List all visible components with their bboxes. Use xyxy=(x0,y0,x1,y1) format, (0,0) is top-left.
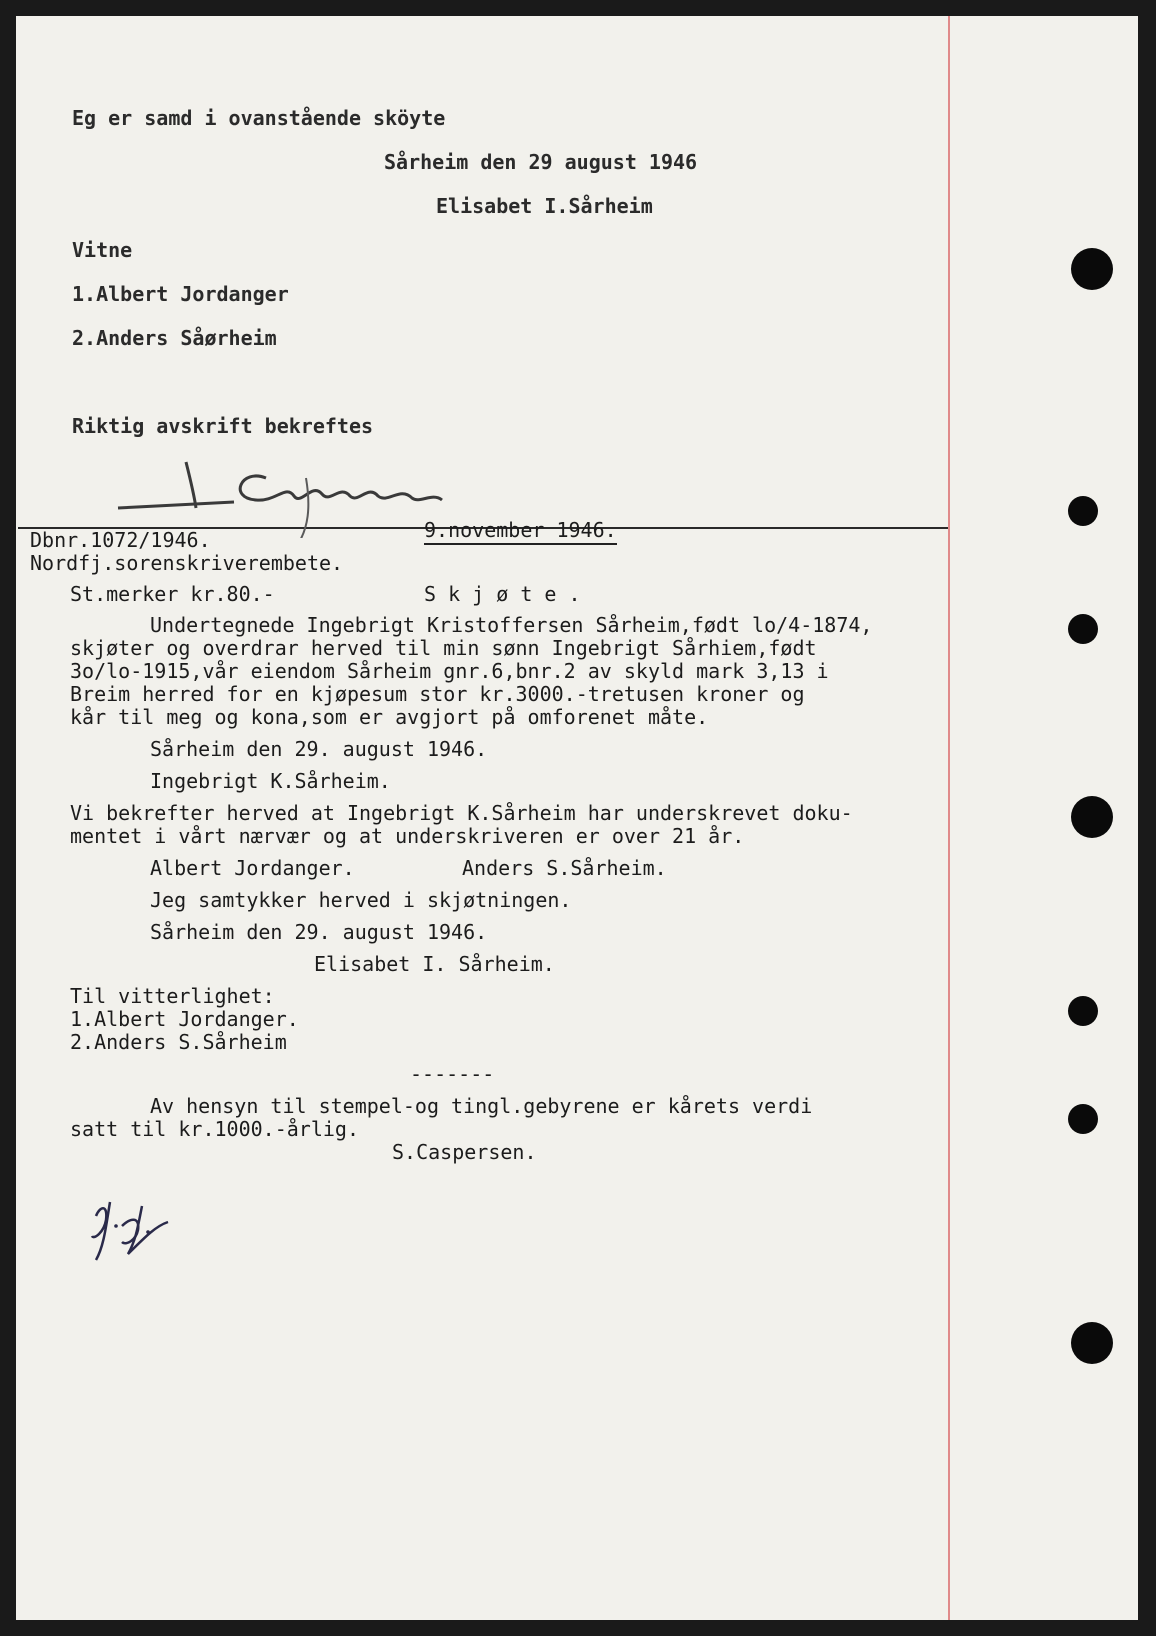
deed-line-1: Undertegnede Ingebrigt Kristoffersen Sårheim,født lo/4-1874, xyxy=(150,613,873,637)
punch-hole-1 xyxy=(1071,248,1113,290)
place-date-line: Sårheim den 29 august 1946 xyxy=(384,150,698,174)
handwritten-signature xyxy=(116,448,456,538)
deed-signer-2: Elisabet I. Sårheim. xyxy=(314,952,555,976)
deed-line-4: Breim herred for en kjøpesum stor kr.3000.-tretusen kroner og xyxy=(70,682,805,706)
consent-line: Eg er samd i ovanstående sköyte xyxy=(72,106,446,130)
handwritten-initials xyxy=(86,1196,176,1266)
punch-hole-3 xyxy=(1068,614,1098,644)
punch-hole-2 xyxy=(1068,496,1098,526)
value-line-2: satt til kr.1000.-årlig. xyxy=(70,1117,359,1141)
punch-hole-4 xyxy=(1071,796,1113,838)
attest-2: 2.Anders S.Sårheim xyxy=(70,1030,287,1054)
deed-line-2: skjøter og overdrar herved til min sønn Ingebrigt Sårhiem,født xyxy=(70,636,817,660)
deed-place-date-1: Sårheim den 29. august 1946. xyxy=(150,737,488,761)
deed-line-5: kår til meg og kona,som er avgjort på omforenet måte. xyxy=(70,705,709,729)
deed-place-date-2: Sårheim den 29. august 1946. xyxy=(150,920,488,944)
deed-witness-a: Albert Jordanger. xyxy=(150,856,355,880)
punch-hole-7 xyxy=(1071,1322,1113,1364)
witness-heading: Vitne xyxy=(72,238,133,262)
clerk-name: S.Caspersen. xyxy=(392,1140,537,1164)
confirm-line-2: mentet i vårt nærvær og at underskriveren er over 21 år. xyxy=(70,824,745,848)
witness-1: 1.Albert Jordanger xyxy=(72,282,289,306)
registration-date: 9.november 1946. xyxy=(424,518,617,545)
value-line-1: Av hensyn til stempel-og tingl.gebyrene er kårets verdi xyxy=(150,1094,813,1118)
certification-line: Riktig avskrift bekreftes xyxy=(72,414,374,438)
witness-2: 2.Anders Såørheim xyxy=(72,326,277,350)
divider-dashes: ------- xyxy=(410,1062,495,1086)
punch-hole-6 xyxy=(1068,1104,1098,1134)
confirm-line-1: Vi bekrefter herved at Ingebrigt K.Sårheim har underskrevet doku- xyxy=(70,801,853,825)
punch-hole-5 xyxy=(1068,996,1098,1026)
office: Nordfj.sorenskriverembete. xyxy=(30,551,344,575)
red-margin-line xyxy=(948,16,950,1620)
document-type: S k j ø t e . xyxy=(424,582,581,606)
dbnr: Dbnr.1072/1946. xyxy=(30,528,211,552)
attest-1: 1.Albert Jordanger. xyxy=(70,1007,299,1031)
signer-line: Elisabet I.Sårheim xyxy=(436,194,653,218)
attest-heading: Til vitterlighet: xyxy=(70,984,275,1008)
deed-witness-b: Anders S.Sårheim. xyxy=(462,856,667,880)
deed-consent: Jeg samtykker herved i skjøtningen. xyxy=(150,888,572,912)
stamp-fee: St.merker kr.80.- xyxy=(70,582,275,606)
document-page xyxy=(16,16,1138,1620)
deed-line-3: 3o/lo-1915,vår eiendom Sårheim gnr.6,bnr.2 av skyld mark 3,13 i xyxy=(70,659,829,683)
deed-signer-1: Ingebrigt K.Sårheim. xyxy=(150,769,391,793)
